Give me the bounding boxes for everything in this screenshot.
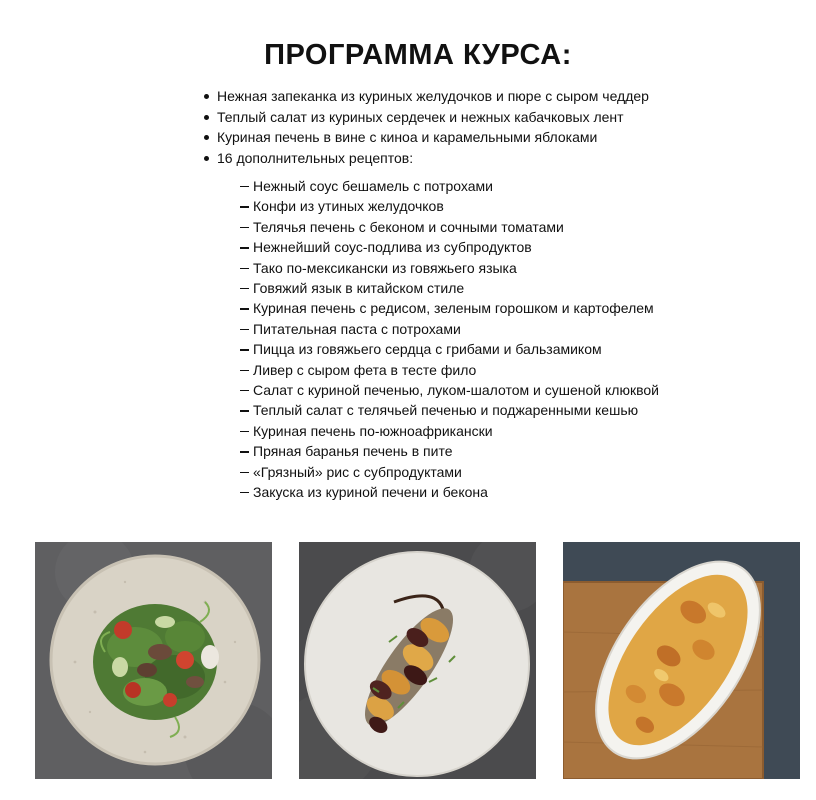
list-item: «Грязный» рис с субпродуктами	[240, 462, 659, 482]
extra-recipes-list	[240, 176, 659, 503]
dash-icon	[240, 329, 249, 330]
bullet-icon	[204, 156, 209, 161]
dash-icon	[240, 268, 249, 269]
dash-icon	[240, 186, 249, 187]
list-item: Тако по-мексикански из говяжьего языка	[240, 258, 659, 278]
liver-with-apples-photo	[299, 542, 536, 779]
bullet-icon	[204, 135, 209, 140]
dash-icon	[240, 247, 249, 248]
list-item: Нежнейший соус-подлива из субпродуктов	[240, 237, 659, 257]
dash-icon	[240, 410, 249, 411]
course-program-list	[203, 86, 649, 168]
dash-icon	[240, 206, 249, 207]
bullet-icon	[204, 115, 209, 120]
dash-icon	[240, 492, 249, 493]
list-item: Теплый салат из куриных сердечек и нежных кабачковых лент	[203, 107, 649, 128]
list-item: Куриная печень с редисом, зеленым горошком и картофелем	[240, 298, 659, 318]
dash-icon	[240, 472, 249, 473]
list-item: 16 дополнительных рецептов:	[203, 148, 649, 169]
bullet-icon	[204, 94, 209, 99]
list-item: Пряная баранья печень в пите	[240, 441, 659, 461]
list-item: Телячья печень с беконом и сочными томатами	[240, 217, 659, 237]
dash-icon	[240, 227, 249, 228]
list-item: Питательная паста с потрохами	[240, 319, 659, 339]
dash-icon	[240, 308, 249, 309]
dash-icon	[240, 288, 249, 289]
dash-icon	[240, 431, 249, 432]
dash-icon	[240, 349, 249, 350]
casserole-photo	[563, 542, 800, 779]
list-item: Пицца из говяжьего сердца с грибами и бальзамиком	[240, 339, 659, 359]
salad-photo	[35, 542, 272, 779]
list-item: Ливер с сыром фета в тесте фило	[240, 360, 659, 380]
list-item: Закуска из куриной печени и бекона	[240, 482, 659, 502]
list-item: Теплый салат с телячьей печенью и поджаренными кешью	[240, 400, 659, 420]
list-item: Салат с куриной печенью, луком-шалотом и сушеной клюквой	[240, 380, 659, 400]
dash-icon	[240, 451, 249, 452]
list-item: Нежная запеканка из куриных желудочков и пюре с сыром чеддер	[203, 86, 649, 107]
list-item: Нежный соус бешамель с потрохами	[240, 176, 659, 196]
list-item: Говяжий язык в китайском стиле	[240, 278, 659, 298]
dash-icon	[240, 370, 249, 371]
list-item: Куриная печень по-южноафрикански	[240, 421, 659, 441]
list-item: Куриная печень в вине с киноа и карамельными яблоками	[203, 127, 649, 148]
list-item: Конфи из утиных желудочков	[240, 196, 659, 216]
dash-icon	[240, 390, 249, 391]
page-title: ПРОГРАММА КУРСА:	[264, 39, 572, 72]
